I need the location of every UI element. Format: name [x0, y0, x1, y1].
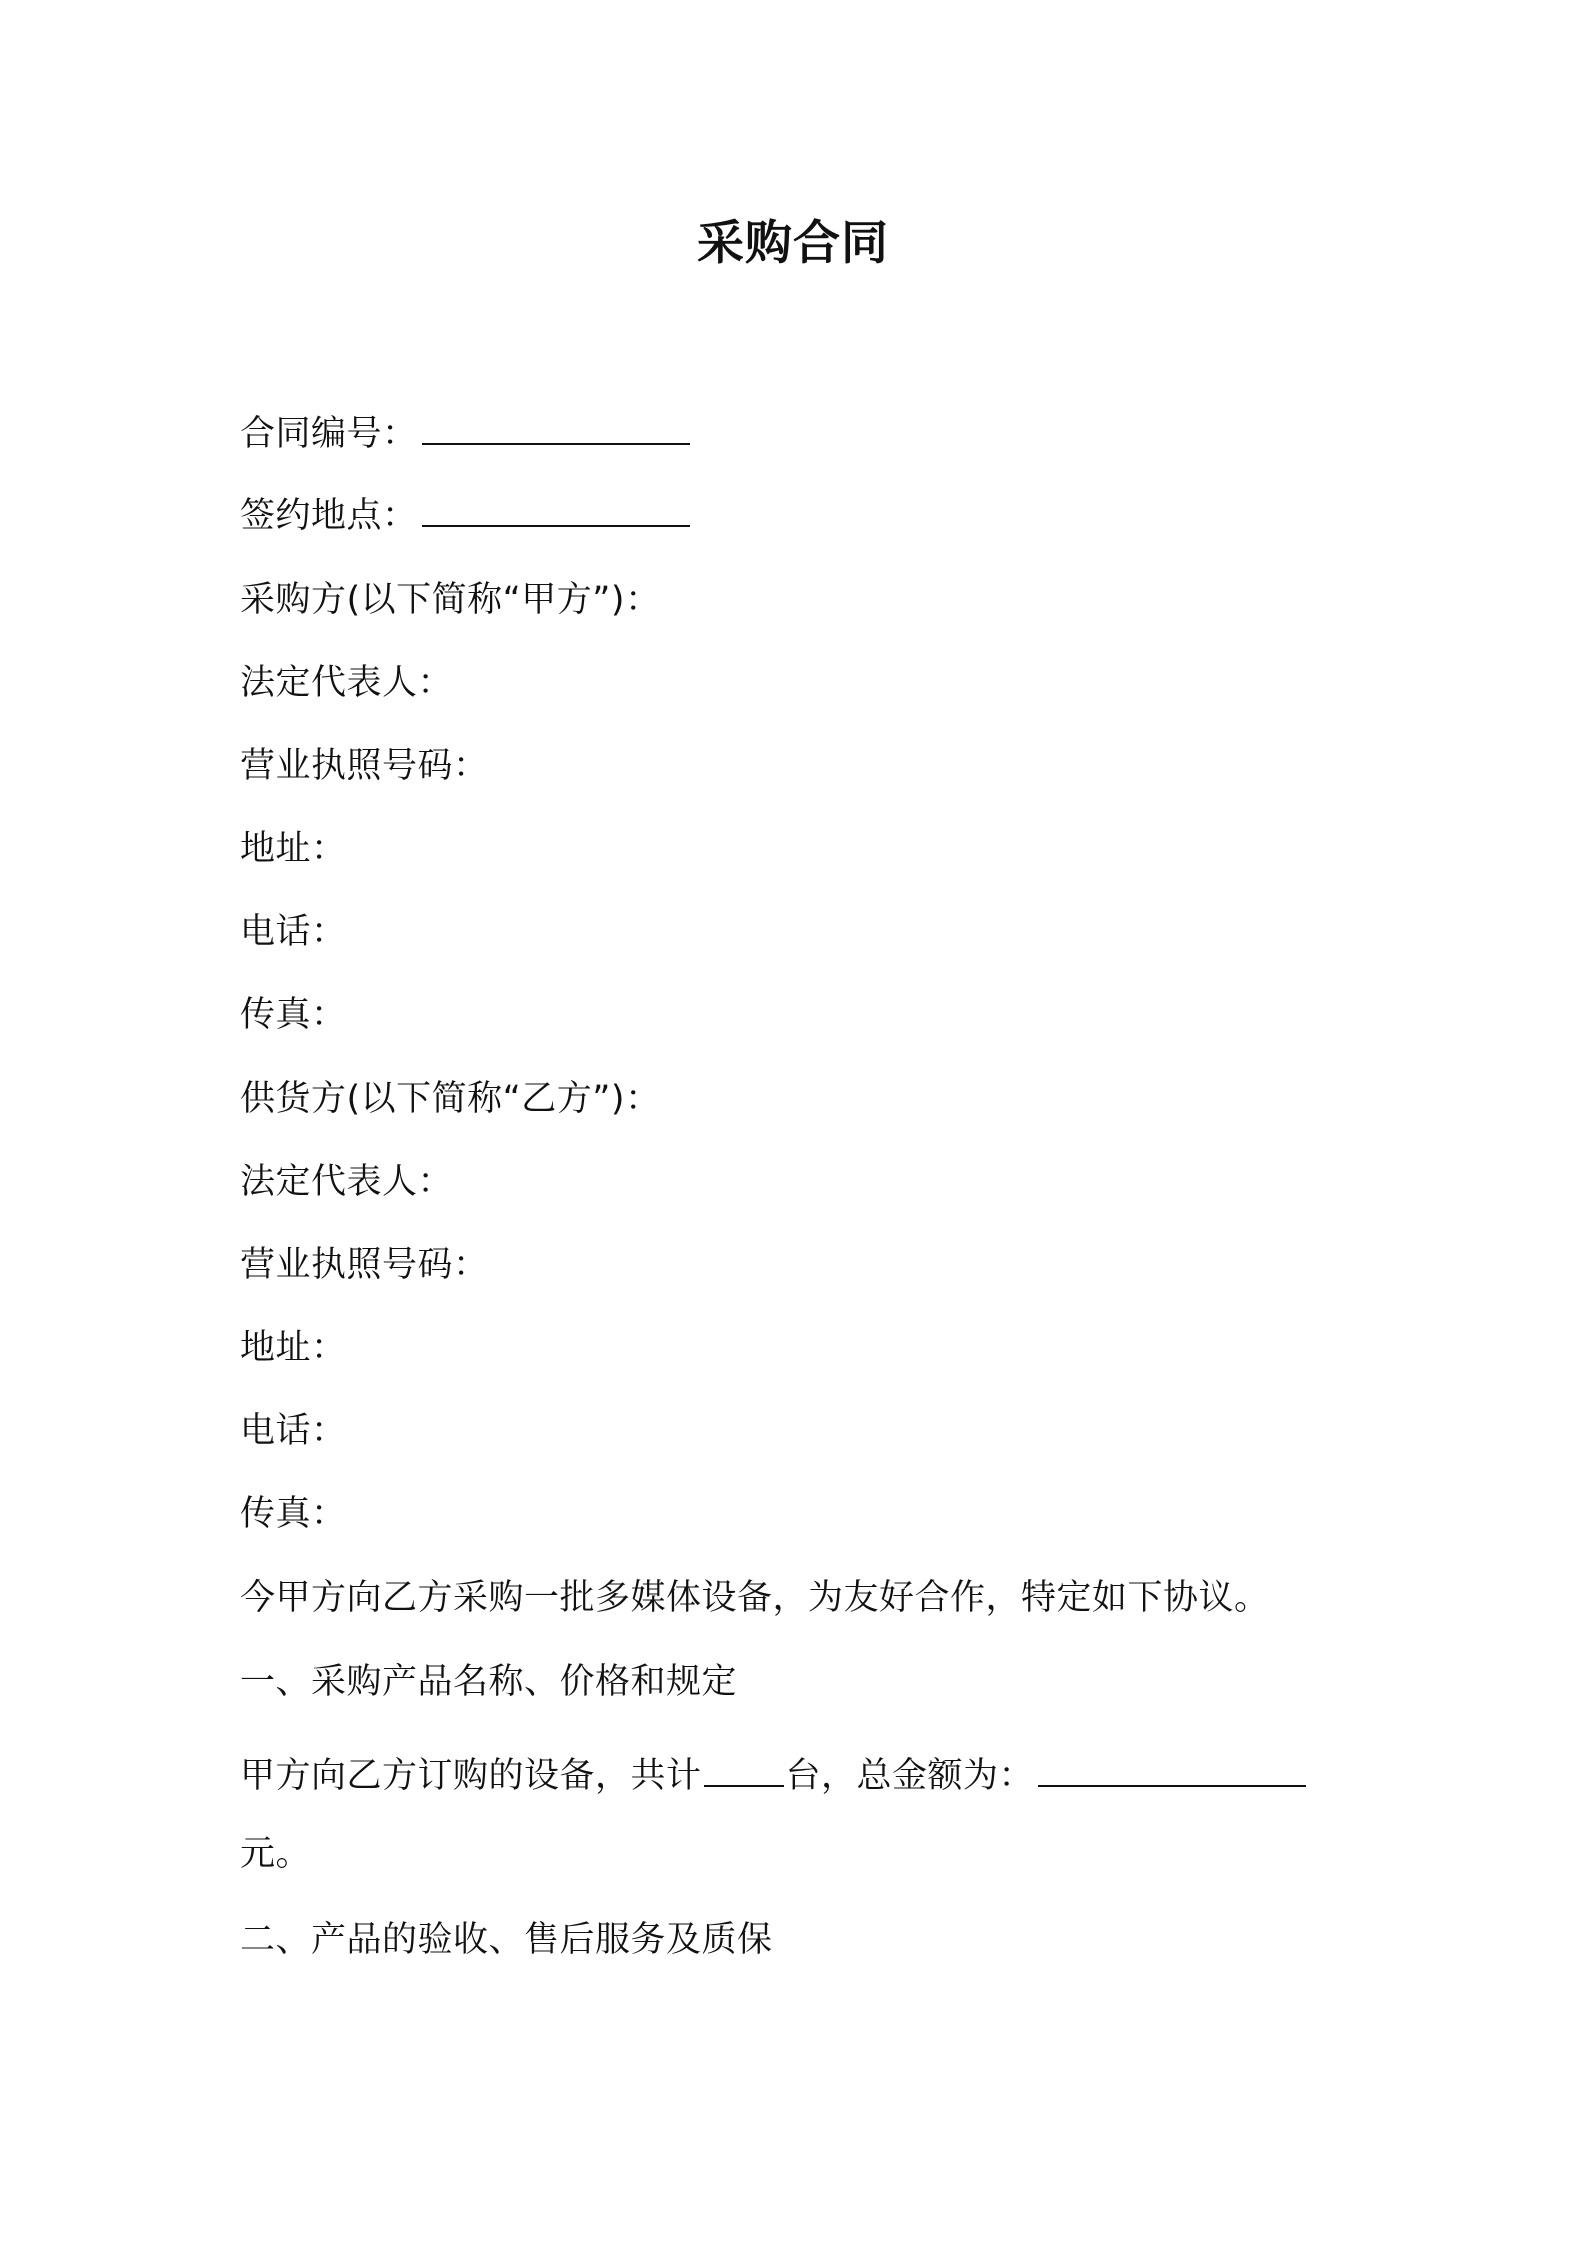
party-b-address: 地址： — [240, 1328, 347, 1368]
party-a-address: 地址： — [240, 829, 347, 869]
party-a-legal-rep: 法定代表人： — [240, 663, 454, 703]
party-b-heading: 供货方(以下简称“乙方”)： — [240, 1079, 661, 1119]
section-1-text — [240, 1752, 1306, 1800]
section-1-text-part-a: 甲方向乙方订购的设备，共计 — [240, 1756, 702, 1796]
party-a-license-no: 营业执照号码： — [240, 746, 489, 786]
party-b-fax: 传真： — [240, 1494, 347, 1534]
party-a-fax: 传真： — [240, 995, 347, 1035]
section-1-heading: 一、采购产品名称、价格和规定 — [240, 1662, 738, 1702]
total-amount-blank — [1038, 1755, 1306, 1787]
section-2-heading: 二、产品的验收、售后服务及质保 — [240, 1920, 773, 1960]
document-title: 采购合同 — [697, 216, 889, 271]
section-1-text-part-b: 台，总金额为： — [785, 1756, 1035, 1796]
party-a-heading: 采购方(以下简称“甲方”)： — [240, 580, 661, 620]
section-1-text-continued: 元。 — [240, 1834, 312, 1874]
sign-place-label: 签约地点： — [240, 496, 418, 536]
sign-place-blank — [422, 495, 690, 527]
contract-number-line — [240, 410, 690, 458]
sign-place-line — [240, 492, 690, 540]
party-b-phone: 电话： — [240, 1411, 347, 1451]
intro-paragraph: 今甲方向乙方采购一批多媒体设备，为友好合作，特定如下协议。 — [240, 1578, 1270, 1618]
party-a-phone: 电话： — [240, 912, 347, 952]
contract-number-blank — [422, 413, 690, 445]
party-b-legal-rep: 法定代表人： — [240, 1162, 454, 1202]
party-b-license-no: 营业执照号码： — [240, 1245, 489, 1285]
quantity-blank — [704, 1755, 784, 1787]
contract-number-label: 合同编号： — [240, 414, 418, 454]
